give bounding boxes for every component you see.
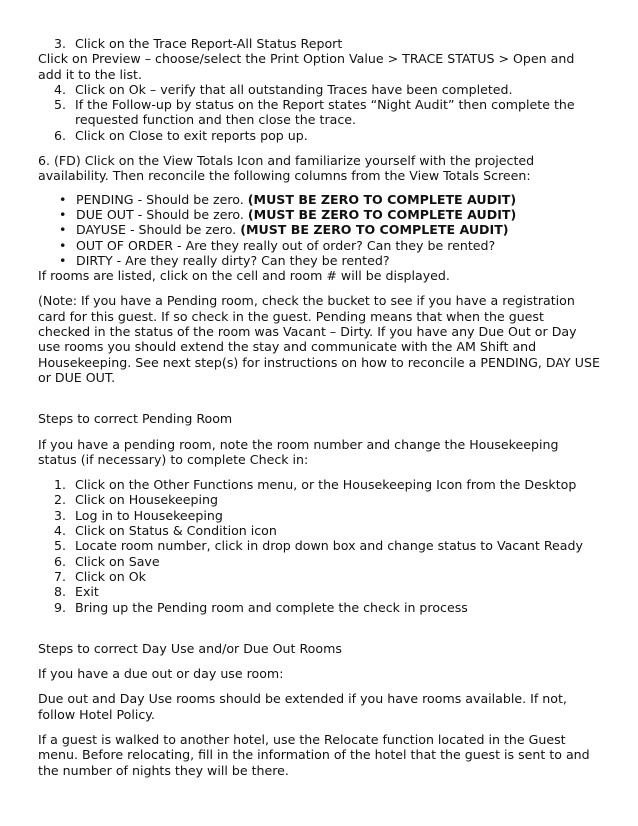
list-number: 1. [54, 477, 67, 493]
list-item [38, 222, 600, 237]
view-totals-intro: 6. (FD) Click on the View Totals Icon and familiarize yourself with the projected availability. Then reconcile the following columns from the View Totals Screen: [38, 153, 535, 184]
column-emphasis: (MUST BE ZERO TO COMPLETE AUDIT) [240, 222, 509, 238]
list-item [38, 554, 600, 569]
list-number: 8. [54, 584, 67, 600]
pending-steps-list [38, 477, 600, 615]
bullet-icon: • [59, 222, 67, 238]
column-text: DIRTY - Are they really dirty? Can they be rented? [76, 252, 390, 268]
bullet-icon: • [59, 237, 67, 253]
list-text: Click on Ok – verify that all outstanding Traces have been completed. [75, 81, 513, 97]
list-item [38, 128, 600, 143]
relocate-paragraph: If a guest is walked to another hotel, use the Relocate function located in the Guest menu. Before relocating, fill in the information of the hotel that the guest is sent to and the number of nights they will be there. [38, 731, 590, 778]
document-page [38, 36, 600, 778]
list-number: 4. [54, 523, 67, 539]
list-number: 2. [54, 492, 67, 508]
trace-steps-list [38, 36, 600, 51]
list-text: Click on Save [75, 553, 160, 569]
list-item [38, 238, 600, 253]
list-item [38, 192, 600, 207]
list-item [38, 569, 600, 584]
list-number: 7. [54, 568, 67, 584]
list-number: 3. [54, 36, 67, 51]
list-item [38, 492, 600, 507]
list-item [38, 523, 600, 538]
list-item [38, 538, 600, 553]
column-text: PENDING - Should be zero. [76, 191, 244, 207]
column-text: DUE OUT - Should be zero. [76, 206, 244, 222]
column-text: OUT OF ORDER - Are they really out of order? Can they be rented? [76, 237, 496, 253]
list-text: Click on the Trace Report-All Status Report [75, 36, 343, 51]
list-text: Click on Status & Condition icon [75, 523, 277, 539]
list-text: Log in to Housekeeping [75, 507, 223, 523]
list-item [38, 97, 600, 128]
columns-list [38, 192, 600, 268]
bullet-icon: • [59, 252, 67, 268]
note-paragraph: (Note: If you have a Pending room, check the bucket to see if you have a registration card for this guest. If so check in the guest. Pending means that when the guest checked in the status of the room was Vacant – Dirty. If you have any Due Out or Day use rooms you should extend the stay and communicate with the AM Shift and Housekeeping. See next step(s) for instructions on how to reconcile a PENDING, DAY USE or DUE OUT. [38, 293, 600, 385]
column-emphasis: (MUST BE ZERO TO COMPLETE AUDIT) [247, 191, 517, 207]
list-number: 6. [54, 553, 67, 569]
column-text: DAYUSE - Should be zero. [76, 222, 237, 238]
list-text: Click on Close to exit reports pop up. [75, 127, 308, 143]
list-number: 6. [54, 127, 67, 143]
list-item [38, 477, 600, 492]
dayuse-intro: If you have a due out or day use room: [38, 666, 284, 682]
list-number: 4. [54, 81, 67, 97]
list-item [38, 36, 600, 51]
list-text: Locate room number, click in drop down box and change status to Vacant Ready [75, 538, 583, 554]
list-item [38, 600, 600, 615]
column-emphasis: (MUST BE ZERO TO COMPLETE AUDIT) [247, 206, 517, 222]
list-item [38, 253, 600, 268]
pending-heading: Steps to correct Pending Room [38, 411, 233, 427]
list-text: Exit [75, 584, 99, 600]
list-item [38, 207, 600, 222]
dayuse-heading: Steps to correct Day Use and/or Due Out Rooms [38, 640, 342, 656]
rooms-listed-line: If rooms are listed, click on the cell and room # will be displayed. [38, 268, 450, 284]
list-text: Click on Housekeeping [75, 492, 218, 508]
list-text: Click on Ok [75, 568, 146, 584]
list-text: Bring up the Pending room and complete the check in process [75, 599, 468, 615]
list-item [38, 82, 600, 97]
list-text: If the Follow-up by status on the Report states “Night Audit” then complete the requested function and then close the trace. [75, 97, 575, 128]
bullet-icon: • [59, 191, 67, 207]
list-number: 5. [54, 97, 67, 113]
pending-intro: If you have a pending room, note the room number and change the Housekeeping status (if necessary) to complete Check in: [38, 436, 559, 467]
list-text: Click on the Other Functions menu, or the Housekeeping Icon from the Desktop [75, 477, 577, 493]
bullet-icon: • [59, 206, 67, 222]
trace-steps-list-continued [38, 82, 600, 143]
list-number: 9. [54, 599, 67, 615]
dayuse-extend: Due out and Day Use rooms should be extended if you have rooms available. If not, follow Hotel Policy. [38, 691, 567, 722]
preview-instruction: Click on Preview – choose/select the Print Option Value > TRACE STATUS > Open and add it to the list. [38, 51, 575, 82]
list-number: 5. [54, 538, 67, 554]
list-number: 3. [54, 507, 67, 523]
list-item [38, 584, 600, 599]
list-item [38, 508, 600, 523]
